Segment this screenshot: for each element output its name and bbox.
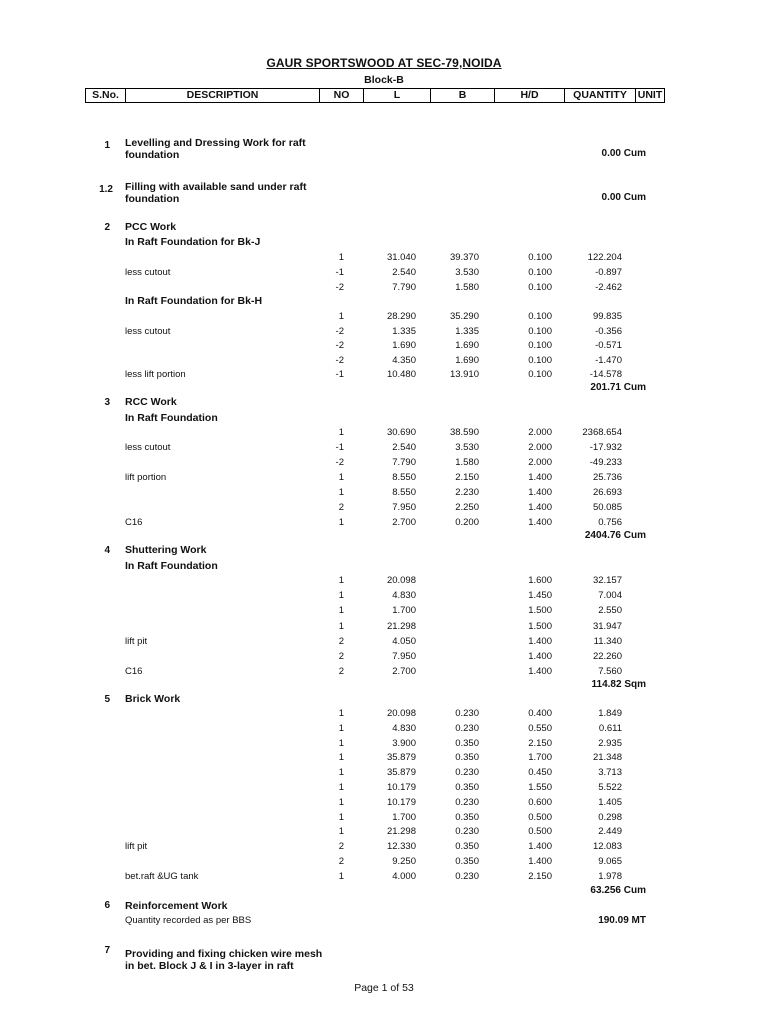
cell-no: -2 (335, 340, 344, 351)
cell-no: 1 (338, 620, 344, 632)
table-row (0, 841, 768, 855)
cell-b: 3.530 (455, 266, 479, 278)
cell-quantity: 1.849 (598, 708, 622, 719)
cell-no: -2 (335, 354, 344, 366)
cell-no: 1 (338, 767, 344, 779)
cell-hd: 1.500 (528, 605, 552, 617)
cell-hd: 0.450 (528, 767, 552, 779)
cell-quantity: 99.835 (592, 311, 622, 322)
cell-l: 2.700 (392, 517, 416, 528)
cell-l: 21.298 (386, 826, 416, 838)
cell-no: 1 (338, 708, 344, 719)
cell-quantity: -17.932 (589, 442, 622, 453)
cell-l: 8.550 (392, 487, 416, 498)
table-row (0, 651, 768, 665)
table-row (0, 355, 768, 369)
table-row (0, 427, 768, 441)
cell-quantity: -14.578 (589, 369, 622, 380)
cell-hd: 1.500 (528, 620, 552, 632)
item-total: 201.71 Cum (590, 382, 646, 393)
cell-l: 35.879 (386, 752, 416, 764)
table-row (0, 369, 768, 383)
cell-hd: 1.400 (528, 841, 552, 853)
cell-hd: 1.400 (528, 472, 552, 483)
cell-no: 1 (338, 796, 344, 808)
table-row (0, 326, 768, 340)
table-row (0, 267, 768, 281)
item-total: 114.82 Sqm (591, 679, 646, 690)
table-row (0, 487, 768, 501)
cell-b: 2.250 (455, 502, 479, 513)
cell-no: -2 (335, 457, 344, 468)
cell-hd: 0.500 (528, 811, 552, 823)
cell-quantity: 5.522 (598, 782, 622, 793)
cell-no: 1 (338, 605, 344, 617)
col-no: NO (320, 89, 364, 103)
cell-no: 1 (338, 517, 344, 528)
cell-hd: 1.400 (528, 502, 552, 513)
cell-b: 0.230 (455, 708, 479, 719)
cell-quantity: 22.260 (592, 651, 622, 662)
cell-hd: 0.400 (528, 708, 552, 719)
item-subheading: In Raft Foundation for Bk-J (125, 236, 261, 248)
document-title: GAUR SPORTSWOOD AT SEC-79,NOIDA (266, 56, 502, 70)
cell-quantity: -2.462 (595, 281, 622, 293)
cell-quantity: 7.004 (598, 590, 622, 602)
cell-hd: 1.400 (528, 517, 552, 528)
item-total: 2404.76 Cum (584, 530, 646, 541)
cell-no: 1 (338, 811, 344, 823)
cell-hd: 1.400 (528, 635, 552, 647)
cell-hd: 0.550 (528, 722, 552, 734)
cell-quantity: 3.713 (598, 767, 622, 779)
row-label: bet.raft &UG tank (125, 870, 199, 882)
cell-l: 8.550 (392, 472, 416, 483)
column-header-table (85, 88, 665, 103)
cell-hd: 1.400 (528, 651, 552, 662)
cell-hd: 1.400 (528, 487, 552, 498)
item-number: 3 (104, 397, 110, 408)
cell-no: 2 (338, 856, 344, 867)
cell-hd: 1.550 (528, 782, 552, 793)
table-row (0, 282, 768, 296)
cell-hd: 0.100 (528, 340, 552, 351)
table-row (0, 502, 768, 516)
cell-quantity: -0.356 (595, 325, 622, 337)
col-quantity: QUANTITY (565, 89, 636, 103)
cell-hd: 1.450 (528, 590, 552, 602)
cell-b: 0.350 (455, 782, 479, 793)
cell-b: 1.335 (455, 325, 479, 337)
cell-no: 2 (338, 635, 344, 647)
item-heading: Reinforcement Work (125, 900, 228, 912)
cell-l: 4.050 (392, 635, 416, 647)
cell-quantity: 2.449 (598, 826, 622, 838)
cell-l: 30.690 (386, 427, 416, 438)
cell-l: 7.790 (392, 457, 416, 468)
cell-quantity: 0.298 (598, 811, 622, 823)
cell-l: 20.098 (386, 708, 416, 719)
cell-b: 0.230 (455, 767, 479, 779)
item-subheading: In Raft Foundation for Bk-H (125, 295, 263, 307)
cell-l: 7.950 (392, 502, 416, 513)
cell-quantity: 21.348 (592, 752, 622, 764)
cell-quantity: 25.736 (592, 472, 622, 483)
cell-hd: 0.100 (528, 252, 552, 263)
cell-hd: 0.600 (528, 796, 552, 808)
cell-b: 0.350 (455, 737, 479, 749)
cell-l: 10.179 (386, 796, 416, 808)
cell-hd: 2.000 (528, 442, 552, 453)
cell-no: 2 (338, 666, 344, 678)
table-row (0, 457, 768, 471)
table-row (0, 723, 768, 737)
col-sno: S.No. (86, 89, 126, 103)
row-label: C16 (125, 517, 143, 528)
cell-b: 2.230 (455, 487, 479, 498)
cell-hd: 1.400 (528, 666, 552, 678)
table-row (0, 708, 768, 722)
item-total: 63.256 Cum (590, 885, 646, 896)
cell-quantity: 2.935 (598, 737, 622, 749)
cell-no: 2 (338, 502, 344, 513)
cell-no: 1 (338, 782, 344, 793)
cell-l: 2.700 (392, 666, 416, 678)
cell-l: 10.480 (386, 369, 416, 380)
cell-b: 0.230 (455, 870, 479, 882)
table-row (0, 636, 768, 650)
cell-l: 20.098 (386, 575, 416, 586)
cell-l: 35.879 (386, 767, 416, 779)
cell-b: 0.230 (455, 722, 479, 734)
table-row (0, 812, 768, 826)
cell-b: 0.350 (455, 811, 479, 823)
cell-quantity: 7.560 (598, 666, 622, 678)
item-note: Quantity recorded as per BBS (125, 915, 252, 926)
row-label: lift portion (125, 472, 167, 483)
cell-no: 1 (338, 487, 344, 498)
cell-no: 1 (338, 252, 344, 263)
item-number: 1 (104, 140, 110, 151)
cell-b: 38.590 (449, 427, 479, 438)
cell-no: -1 (335, 442, 344, 453)
cell-quantity: 32.157 (592, 575, 622, 586)
item-description: Levelling and Dressing Work for raft foundation (125, 137, 306, 161)
col-l: L (364, 89, 431, 103)
cell-no: -1 (335, 266, 344, 278)
cell-no: 1 (338, 870, 344, 882)
cell-quantity: 1.405 (598, 796, 622, 808)
item-heading: PCC Work (125, 221, 177, 233)
item-number: 7 (104, 945, 110, 956)
cell-no: -2 (335, 281, 344, 293)
block-subtitle: Block-B (364, 74, 404, 86)
cell-quantity: 2.550 (598, 605, 622, 617)
cell-b: 0.350 (455, 856, 479, 867)
table-row (0, 517, 768, 531)
item-total: 0.00 Cum (601, 192, 646, 203)
cell-l: 4.830 (392, 722, 416, 734)
cell-l: 1.700 (392, 811, 416, 823)
cell-b: 1.690 (455, 354, 479, 366)
page-number: Page 1 of 53 (354, 982, 414, 994)
cell-b: 0.230 (455, 796, 479, 808)
cell-b: 3.530 (455, 442, 479, 453)
cell-l: 4.000 (392, 870, 416, 882)
table-row (0, 621, 768, 635)
row-label: C16 (125, 666, 143, 678)
item-subheading: In Raft Foundation (125, 560, 218, 572)
cell-no: 1 (338, 427, 344, 438)
item-subheading: In Raft Foundation (125, 412, 218, 424)
col-b: B (431, 89, 495, 103)
col-description: DESCRIPTION (126, 89, 320, 103)
cell-l: 2.540 (392, 442, 416, 453)
row-label: less cutout (125, 325, 171, 337)
cell-no: 1 (338, 752, 344, 764)
item-number: 2 (104, 222, 110, 233)
table-row (0, 856, 768, 870)
col-hd: H/D (495, 89, 565, 103)
cell-l: 21.298 (386, 620, 416, 632)
cell-hd: 0.100 (528, 369, 552, 380)
item-total: 190.09 MT (598, 915, 646, 926)
cell-quantity: -0.571 (595, 340, 622, 351)
row-label: less lift portion (125, 369, 186, 380)
table-row (0, 738, 768, 752)
cell-l: 28.290 (386, 311, 416, 322)
cell-no: 1 (338, 737, 344, 749)
table-row (0, 442, 768, 456)
cell-quantity: 31.947 (592, 620, 622, 632)
cell-quantity: -1.470 (595, 354, 622, 366)
cell-quantity: 122.204 (587, 252, 622, 263)
cell-hd: 1.700 (528, 752, 552, 764)
item-heading: Brick Work (125, 693, 181, 705)
cell-no: 1 (338, 826, 344, 838)
cell-quantity: 50.085 (592, 502, 622, 513)
cell-hd: 0.100 (528, 281, 552, 293)
cell-l: 4.830 (392, 590, 416, 602)
cell-quantity: 12.083 (592, 841, 622, 853)
row-label: less cutout (125, 442, 171, 453)
item-number: 1.2 (99, 184, 113, 195)
cell-no: 2 (338, 651, 344, 662)
table-row (0, 340, 768, 354)
table-row (0, 797, 768, 811)
cell-hd: 2.150 (528, 737, 552, 749)
cell-l: 2.540 (392, 266, 416, 278)
table-row (0, 472, 768, 486)
cell-hd: 2.000 (528, 457, 552, 468)
cell-b: 0.350 (455, 752, 479, 764)
cell-hd: 1.400 (528, 856, 552, 867)
cell-b: 13.910 (449, 369, 479, 380)
cell-hd: 2.000 (528, 427, 552, 438)
cell-hd: 2.150 (528, 870, 552, 882)
table-row (0, 252, 768, 266)
cell-l: 31.040 (386, 252, 416, 263)
col-unit: UNIT (636, 89, 665, 103)
cell-quantity: 26.693 (592, 487, 622, 498)
cell-hd: 0.100 (528, 311, 552, 322)
cell-hd: 0.100 (528, 325, 552, 337)
item-heading: Shuttering Work (125, 544, 207, 556)
cell-l: 9.250 (392, 856, 416, 867)
cell-b: 1.690 (455, 340, 479, 351)
cell-quantity: 2368.654 (582, 427, 622, 438)
cell-quantity: 0.611 (598, 722, 622, 734)
cell-b: 35.290 (449, 311, 479, 322)
cell-l: 1.690 (392, 340, 416, 351)
row-label: lift pit (125, 841, 148, 853)
table-row (0, 826, 768, 840)
cell-l: 4.350 (392, 354, 416, 366)
table-row (0, 666, 768, 680)
cell-l: 10.179 (386, 782, 416, 793)
cell-quantity: 9.065 (598, 856, 622, 867)
cell-b: 2.150 (455, 472, 479, 483)
cell-l: 7.950 (392, 651, 416, 662)
cell-b: 0.200 (455, 517, 479, 528)
table-row (0, 575, 768, 589)
item-number: 6 (104, 900, 110, 911)
cell-hd: 1.600 (528, 575, 552, 586)
table-row (0, 605, 768, 619)
cell-no: 1 (338, 590, 344, 602)
cell-l: 1.335 (392, 325, 416, 337)
cell-quantity: -49.233 (589, 457, 622, 468)
cell-b: 0.230 (455, 826, 479, 838)
item-total: 0.00 Cum (601, 148, 646, 159)
cell-l: 1.700 (392, 605, 416, 617)
cell-quantity: 0.756 (598, 517, 622, 528)
cell-l: 7.790 (392, 281, 416, 293)
cell-quantity: -0.897 (595, 266, 622, 278)
cell-b: 0.350 (455, 841, 479, 853)
table-row (0, 311, 768, 325)
table-row (0, 767, 768, 781)
table-row (0, 590, 768, 604)
cell-hd: 0.100 (528, 354, 552, 366)
cell-hd: 0.100 (528, 266, 552, 278)
cell-b: 39.370 (449, 252, 479, 263)
cell-no: 1 (338, 472, 344, 483)
cell-no: 1 (338, 575, 344, 586)
table-row (0, 752, 768, 766)
item-heading: RCC Work (125, 396, 177, 408)
cell-quantity: 1.978 (598, 870, 622, 882)
cell-no: 1 (338, 311, 344, 322)
row-label: less cutout (125, 266, 171, 278)
cell-no: 1 (338, 722, 344, 734)
cell-l: 3.900 (392, 737, 416, 749)
cell-b: 1.580 (455, 457, 479, 468)
cell-b: 1.580 (455, 281, 479, 293)
cell-l: 12.330 (386, 841, 416, 853)
item-number: 5 (104, 694, 110, 705)
cell-quantity: 11.340 (593, 635, 622, 647)
row-label: lift pit (125, 635, 148, 647)
table-row (0, 871, 768, 885)
cell-hd: 0.500 (528, 826, 552, 838)
cell-no: -2 (335, 325, 344, 337)
item-description: Filling with available sand under raft foundation (125, 181, 307, 205)
cell-no: -1 (335, 369, 344, 380)
cell-no: 2 (338, 841, 344, 853)
item-description: Providing and fixing chicken wire mesh in bet. Block J & I in 3-layer in raft (125, 948, 323, 972)
table-row (0, 782, 768, 796)
item-number: 4 (104, 545, 110, 556)
